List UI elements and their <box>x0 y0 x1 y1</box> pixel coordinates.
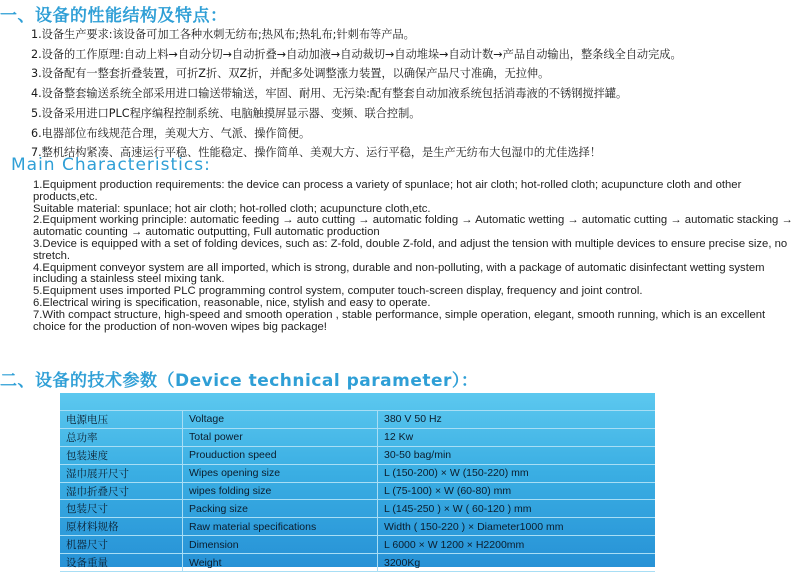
param-value: L (145-250 ) × W ( 60-120 ) mm <box>378 500 656 518</box>
param-name-en: Raw material specifications <box>183 518 378 536</box>
table-row <box>60 482 655 500</box>
param-name-cn: 包装尺寸 <box>60 500 183 518</box>
param-name-cn: 机器尺寸 <box>60 536 183 554</box>
section-title-technical-parameters: 二、设备的技术参数（Device technical parameter）： <box>0 371 479 391</box>
table-row <box>60 428 655 446</box>
table-row <box>60 464 655 482</box>
param-name-en: Dimension <box>183 536 378 554</box>
param-value: L (150-200) × W (150-220) mm <box>378 464 656 482</box>
param-value: Width ( 150-220 ) × Diameter1000 mm <box>378 518 656 536</box>
characteristic-paragraph: 3.Device is equipped with a set of folding devices, such as: Z-fold, double Z-fold, and adjust the tension with multiple devices to ensure precise size, no stretch. <box>33 237 788 262</box>
table-row <box>60 554 655 572</box>
characteristic-paragraph: 7.With compact structure, high-speed and smooth operation , stable performance, simple operation, elegant, smooth running, which is an excellent choice for the production of non-woven wipes big package! <box>33 308 766 333</box>
feature-item: 3.设备配有一整套折叠装置，可折Z折、双Z折，并配多处调整涨力装置，以确保产品尺寸准确，无拉伸。 <box>31 67 550 81</box>
parameter-table <box>60 410 655 572</box>
param-name-cn: 包装速度 <box>60 446 183 464</box>
section-title-main-characteristics: Main Characteristics: <box>11 155 211 175</box>
param-value: 12 Kw <box>378 428 656 446</box>
characteristic-paragraph: 1.Equipment production requirements: the device can process a variety of spunlace; hot air cloth; hot-rolled cloth; acupuncture cloth and other products,etc. <box>33 179 742 203</box>
table-row <box>60 446 655 464</box>
section-title-features-cn: 一、设备的性能结构及特点： <box>0 6 228 26</box>
characteristic-paragraph: 4.Equipment conveyor system are all imported, which is strong, durable and non-polluting, with a package of automatic disinfectant wetting system including a stainless steel mixing tank. <box>33 261 765 286</box>
feature-item: 4.设备整套输送系统全部采用进口输送带输送，牢固、耐用、无污染:配有整套自动加液系统包括消毒液的不锈钢搅拌罐。 <box>31 87 628 101</box>
feature-item: 2.设备的工作原理:自动上料→自动分切→自动折叠→自动加液→自动裁切→自动堆垛→自动计数→产品自动输出，整条线全自动完成。 <box>31 47 682 61</box>
feature-item: 5.设备采用进口PLC程序编程控制系统、电脑触摸屏显示器、变频、联合控制。 <box>31 106 421 120</box>
param-value: L (75-100) × W (60-80) mm <box>378 482 656 500</box>
feature-item: 6.电器部位布线规范合理，美观大方、气派、操作简便。 <box>31 126 311 140</box>
param-value: 30-50 bag/min <box>378 446 656 464</box>
characteristic-paragraph: Suitable material: spunlace; hot air cloth; hot-rolled cloth; acupuncture cloth,etc. <box>33 202 431 215</box>
table-row <box>60 411 655 429</box>
param-name-cn: 湿巾折叠尺寸 <box>60 482 183 500</box>
param-name-en: Total power <box>183 428 378 446</box>
param-name-en: Voltage <box>183 411 378 429</box>
table-row <box>60 518 655 536</box>
feature-item: 7.整机结构紧凑、高速运行平稳、性能稳定、操作简单、美观大方、运行平稳，是生产无纺布大包湿巾的尤佳选择！ <box>31 146 602 160</box>
param-value: 380 V 50 Hz <box>378 411 656 429</box>
technical-parameter-table <box>60 393 655 570</box>
param-name-en: Packing size <box>183 500 378 518</box>
feature-item: 1.设备生产要求:该设备可加工各种水刺无纺布;热风布;热轧布;针刺布等产品。 <box>31 28 415 41</box>
param-name-cn: 原材料规格 <box>60 518 183 536</box>
param-name-en: Prouduction speed <box>183 446 378 464</box>
characteristic-paragraph: 2.Equipment working principle: automatic feeding → auto cutting → automatic folding → Automatic wetting → automatic cutting → automatic stacking → automatic counting → automatic outputting, Full automatic production <box>33 214 793 239</box>
param-name-en: Weight <box>183 554 378 572</box>
param-value: 3200Kg <box>378 554 656 572</box>
param-name-cn: 湿巾展开尺寸 <box>60 464 183 482</box>
param-name-cn: 设备重量 <box>60 554 183 572</box>
characteristic-paragraph: 5.Equipment uses imported PLC programming control system, computer touch-screen display, frequency and joint control. <box>33 285 643 298</box>
main-characteristics-text <box>33 180 799 333</box>
table-row <box>60 500 655 518</box>
param-name-en: Wipes opening size <box>183 464 378 482</box>
features-list-cn <box>31 25 682 163</box>
param-name-cn: 总功率 <box>60 428 183 446</box>
param-value: L 6000 × W 1200 × H2200mm <box>378 536 656 554</box>
characteristic-paragraph: 6.Electrical wiring is specification, reasonable, nice, stylish and easy to operate. <box>33 296 431 309</box>
param-name-en: wipes folding size <box>183 482 378 500</box>
param-name-cn: 电源电压 <box>60 411 183 429</box>
table-row <box>60 536 655 554</box>
